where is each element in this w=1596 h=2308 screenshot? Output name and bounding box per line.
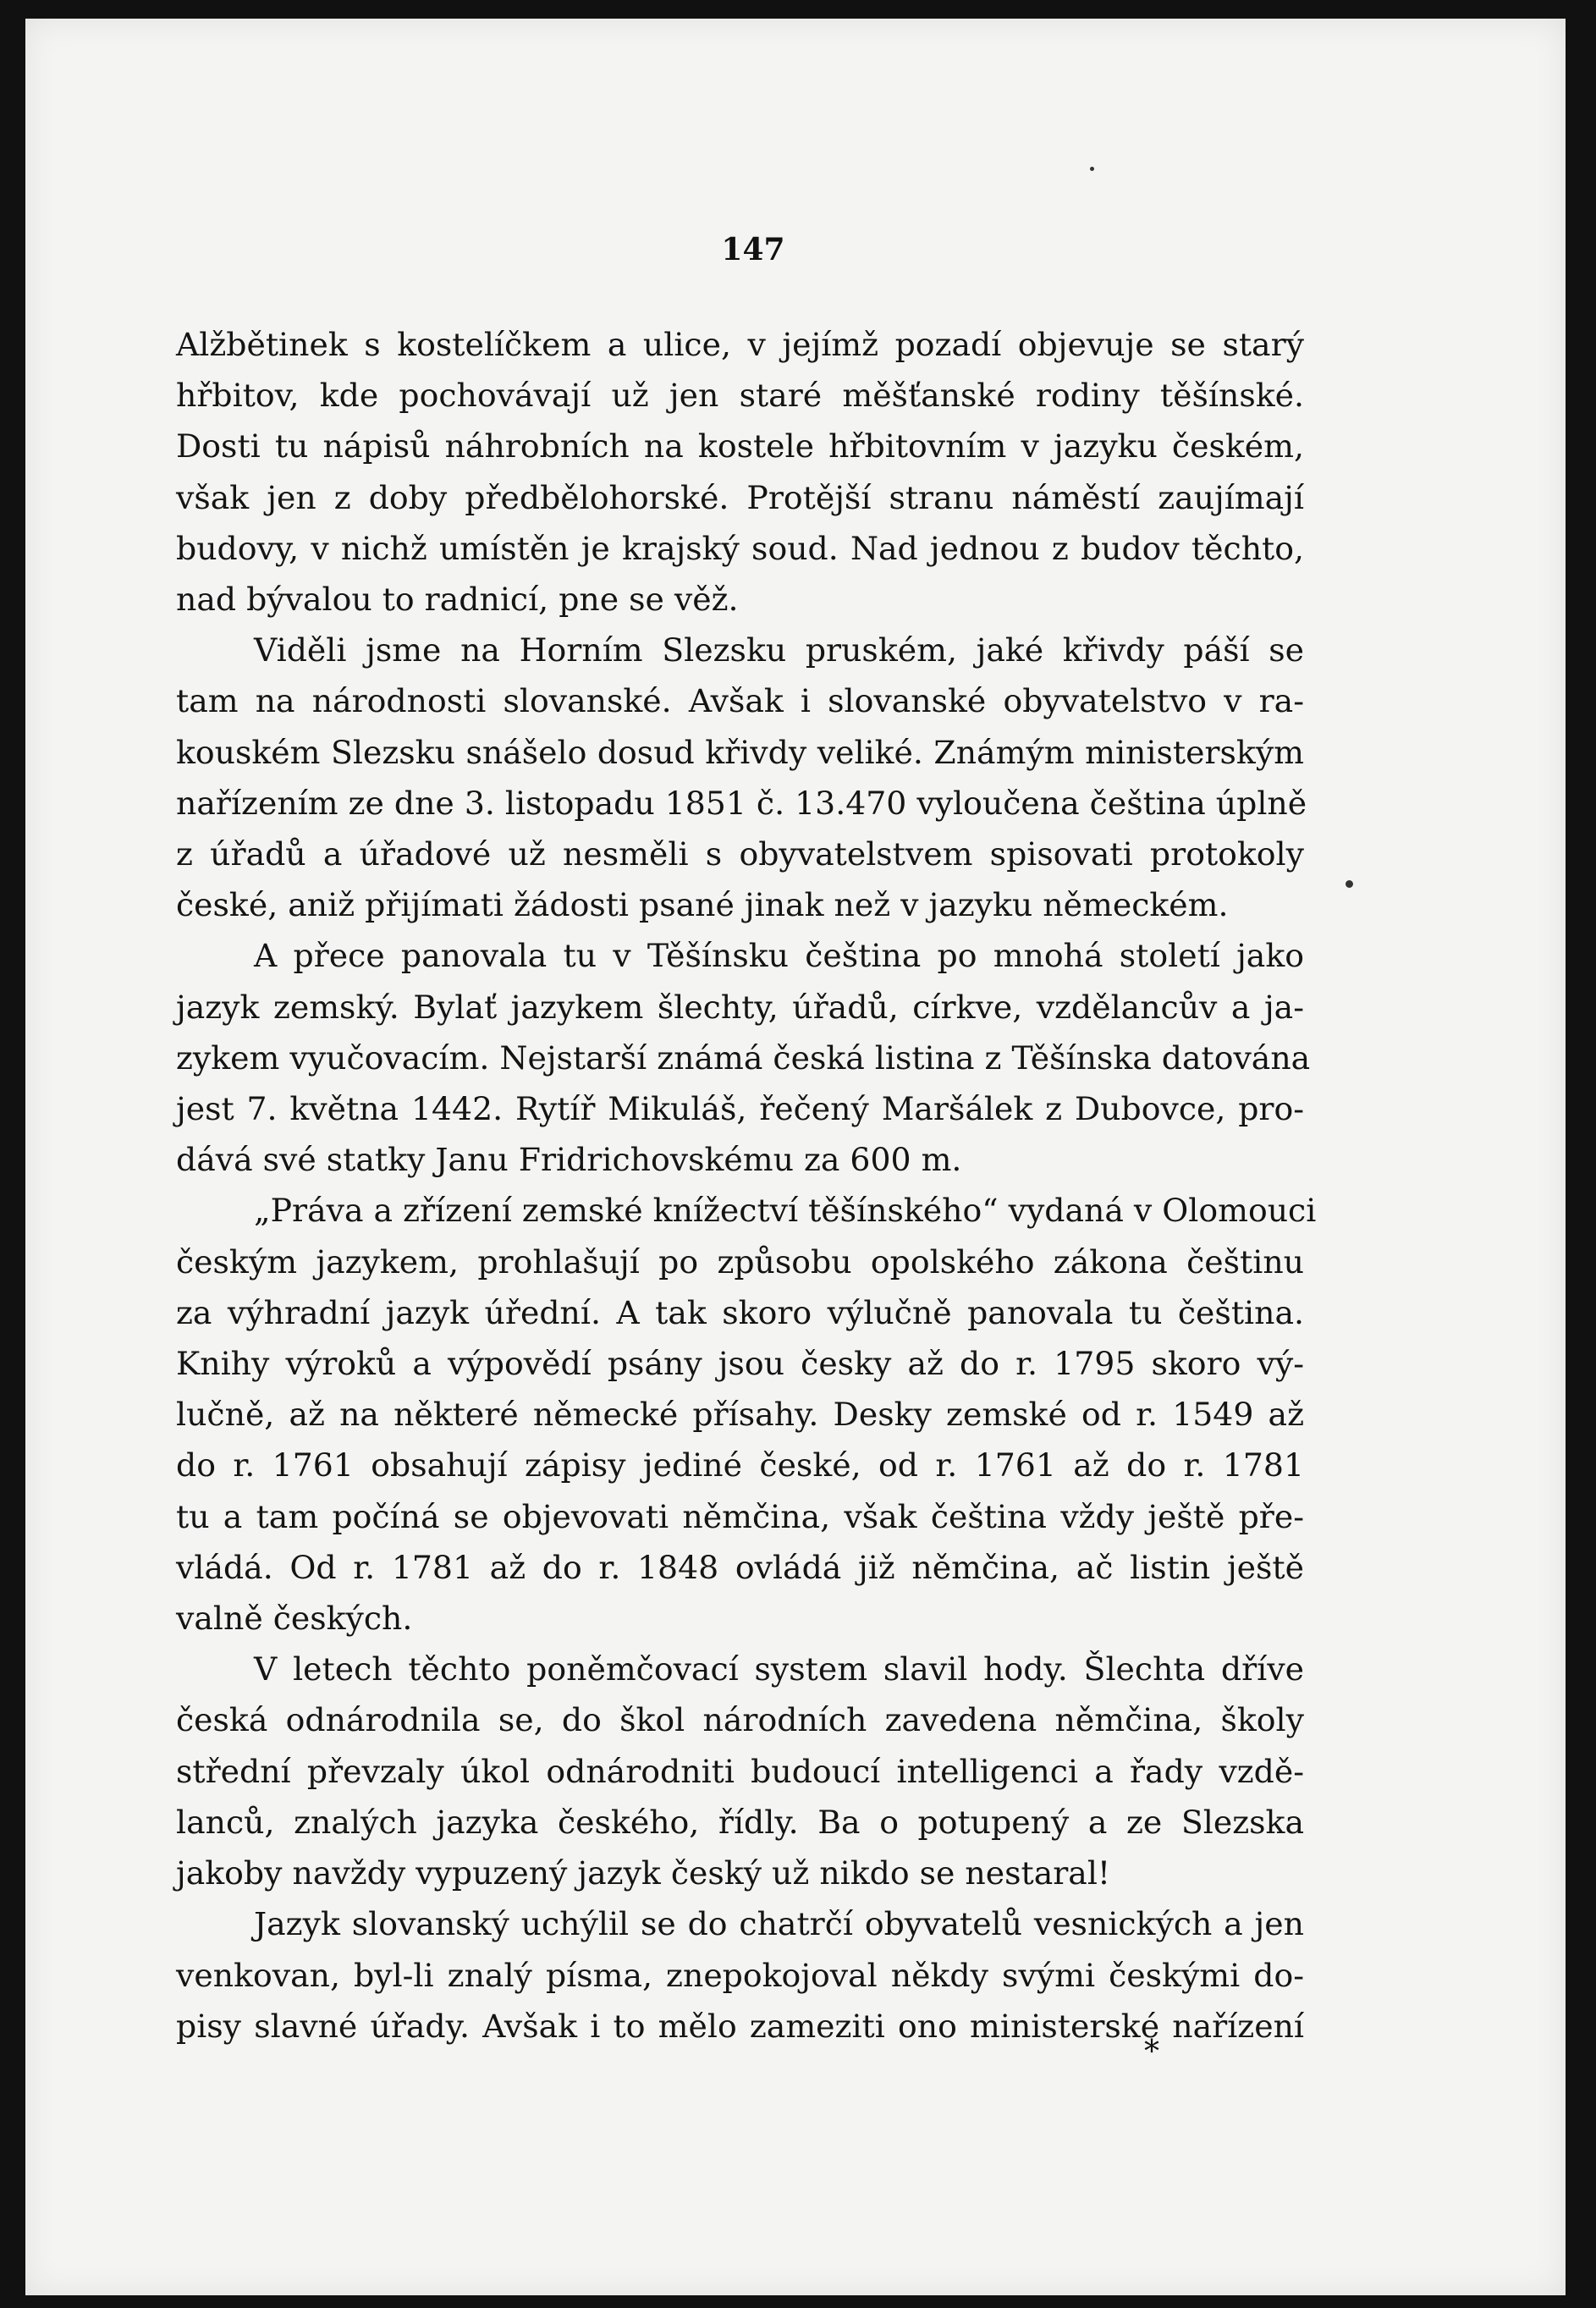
text-line: „Práva a zřízení zemské knížectví těšínského“ vydaná v Olomouci <box>254 1192 1317 1230</box>
text-line: Alžbětinek s kostelíčkem a ulice, v jejímž pozadí objevuje se starý <box>176 326 1304 363</box>
page-number: 147 <box>721 232 785 267</box>
text-line: dává své statky Janu Fridrichovskému za 600 m. <box>176 1141 962 1179</box>
text-line: valně českých. <box>176 1600 413 1638</box>
text-line: lanců, znalých jazyka českého, řídly. Ba o potupený a ze Slezska <box>176 1803 1304 1841</box>
text-line: vládá. Od r. 1781 až do r. 1848 ovládá již němčina, ač listin ještě <box>176 1548 1304 1586</box>
text-line: venkovan, byl-li znalý písma, znepokojoval někdy svými českými do- <box>176 1956 1304 1994</box>
book-page <box>25 19 1566 2295</box>
signature-mark: * <box>1144 2035 1159 2069</box>
text-line: jakoby navždy vypuzený jazyk český už nikdo se nestaral! <box>176 1854 1111 1892</box>
text-line: však jen z doby předbělohorské. Protější stranu náměstí zaujímají <box>176 478 1304 516</box>
text-line: do r. 1761 obsahují zápisy jediné české, od r. 1761 až do r. 1781 <box>176 1446 1304 1485</box>
text-line: Knihy výroků a výpovědí psány jsou česky až do r. 1795 skoro vý- <box>176 1345 1304 1383</box>
text-line: česká odnárodnila se, do škol národních zavedena němčina, školy <box>176 1701 1304 1739</box>
text-line: nad bývalou to radnicí, pne se věž. <box>176 581 739 619</box>
text-line: střední převzaly úkol odnárodniti budoucí intelligenci a řady vzdě- <box>176 1752 1304 1790</box>
text-line: českým jazykem, prohlašují po způsobu opolského zákona češtinu <box>176 1242 1304 1281</box>
text-line: Viděli jsme na Horním Slezsku pruském, jaké křivdy páší se <box>254 631 1304 669</box>
text-line: hřbitov, kde pochovávají už jen staré měšťanské rodiny těšínské. <box>176 377 1304 415</box>
text-line: české, aniž přijímati žádosti psané jinak než v jazyku německém. <box>176 886 1229 924</box>
text-line: jest 7. května 1442. Rytíř Mikuláš, řečený Maršálek z Dubovce, pro- <box>176 1090 1304 1128</box>
text-line: lučně, až na některé německé přísahy. Desky zemské od r. 1549 až <box>176 1396 1304 1434</box>
text-line: Dosti tu nápisů náhrobních na kostele hřbitovním v jazyku českém, <box>176 427 1304 465</box>
text-line: budovy, v nichž umístěn je krajský soud. Nad jednou z budov těchto, <box>176 529 1304 567</box>
text-line: za výhradní jazyk úřední. A tak skoro výlučně panovala tu čeština. <box>176 1293 1304 1331</box>
text-line: tam na národnosti slovanské. Avšak i slovanské obyvatelstvo v ra- <box>176 682 1304 720</box>
body-text <box>176 319 1317 2052</box>
text-line: nařízením ze dne 3. listopadu 1851 č. 13.470 vyloučena čeština úplně <box>176 784 1307 822</box>
text-line: V letech těchto poněmčovací system slavil hody. Šlechta dříve <box>254 1650 1304 1688</box>
text-line: kouském Slezsku snášelo dosud křivdy veliké. Známým ministerským <box>176 733 1304 771</box>
scan-speck <box>1346 880 1353 888</box>
text-line: z úřadů a úřadové už nesměli s obyvatelstvem spisovati protokoly <box>176 835 1304 873</box>
text-line: tu a tam počíná se objevovati němčina, však čeština vždy ještě pře- <box>176 1497 1304 1535</box>
text-line: A přece panovala tu v Těšínsku čeština po mnohá století jako <box>254 937 1304 975</box>
text-line: jazyk zemský. Bylať jazykem šlechty, úřadů, církve, vzdělancův a ja- <box>176 988 1304 1026</box>
text-line: zykem vyučovacím. Nejstarší známá česká listina z Těšínska datována <box>176 1038 1311 1077</box>
text-line: Jazyk slovanský uchýlil se do chatrčí obyvatelů vesnických a jen <box>254 1905 1304 1943</box>
scan-speck <box>1090 167 1094 171</box>
text-line: pisy slavné úřady. Avšak i to mělo zameziti ono ministerské nařízení <box>176 2007 1304 2045</box>
